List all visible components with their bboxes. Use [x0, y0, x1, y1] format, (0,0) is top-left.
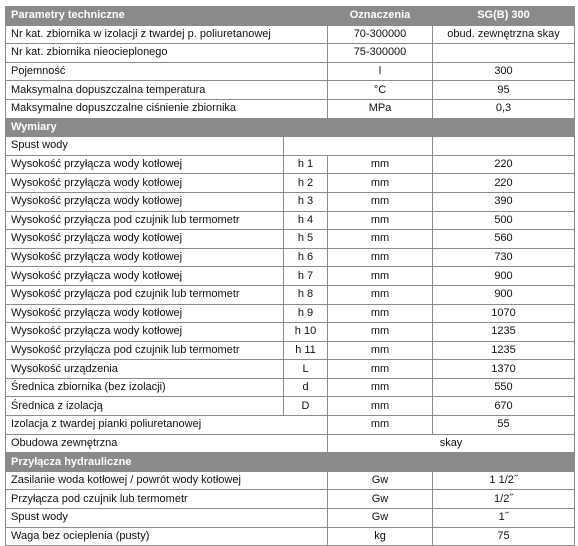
row-label: Spust wody [6, 509, 328, 528]
table-row [6, 285, 575, 304]
table-row [6, 341, 575, 360]
table-row [6, 62, 575, 81]
row-symbol: d [284, 378, 328, 397]
row-label: Średnica z izolacją [6, 397, 284, 416]
row-symbol: h 5 [284, 230, 328, 249]
row-value: 1070 [433, 304, 575, 323]
table-row [6, 248, 575, 267]
table-row [6, 509, 575, 528]
row-value: 1235 [433, 341, 575, 360]
row-unit: mm [328, 174, 433, 193]
row-label: Przyłącza pod czujnik lub termometr [6, 490, 328, 509]
row-label: Wysokość przyłącza wody kotłowej [6, 230, 284, 249]
row-designation: l [328, 62, 433, 81]
row-label: Wysokość przyłącza wody kotłowej [6, 267, 284, 286]
row-value: 1˝ [433, 509, 575, 528]
row-label: Wysokość przyłącza wody kotłowej [6, 248, 284, 267]
table-row [6, 99, 575, 118]
row-unit: Gw [328, 471, 433, 490]
row-label: Wysokość przyłącza pod czujnik lub termometr [6, 341, 284, 360]
row-value: 55 [433, 416, 575, 435]
row-unit: mm [328, 360, 433, 379]
row-unit: mm [328, 304, 433, 323]
table-row [6, 81, 575, 100]
row-symbol: h 11 [284, 341, 328, 360]
table-row [6, 471, 575, 490]
row-label: Obudowa zewnętrzna [6, 434, 328, 453]
section-title: Wymiary [6, 118, 575, 137]
table-row [6, 44, 575, 63]
section-title: Przyłącza hydrauliczne [6, 453, 575, 472]
row-unit: mm [328, 323, 433, 342]
table-row [6, 25, 575, 44]
technical-specs-document [5, 6, 574, 546]
table-row [6, 360, 575, 379]
row-unit: mm [328, 155, 433, 174]
section-header-dimensions [6, 118, 575, 137]
row-label: Średnica zbiornika (bez izolacji) [6, 378, 284, 397]
row-label: Maksymalna dopuszczalna temperatura [6, 81, 328, 100]
table-row [6, 192, 575, 211]
row-value: 730 [433, 248, 575, 267]
row-unit: mm [328, 378, 433, 397]
table-row [6, 304, 575, 323]
row-unit: mm [328, 397, 433, 416]
row-value: 95 [433, 81, 575, 100]
table-row [6, 230, 575, 249]
row-label: Wysokość urządzenia [6, 360, 284, 379]
row-value: 0,3 [433, 99, 575, 118]
table-row [6, 211, 575, 230]
row-symbol: h 8 [284, 285, 328, 304]
row-value: 220 [433, 174, 575, 193]
technical-specs-table [5, 6, 575, 546]
row-unit: mm [328, 341, 433, 360]
table-header-row [6, 7, 575, 26]
row-designation: °C [328, 81, 433, 100]
row-value: 1235 [433, 323, 575, 342]
row-value: 560 [433, 230, 575, 249]
row-symbol: h 3 [284, 192, 328, 211]
row-value: 1 1/2˝ [433, 471, 575, 490]
table-row [6, 174, 575, 193]
row-unit: mm [328, 192, 433, 211]
row-designation: MPa [328, 99, 433, 118]
row-value: 1/2˝ [433, 490, 575, 509]
table-row [6, 378, 575, 397]
row-label: Nr kat. zbiornika nieocieplonego [6, 44, 328, 63]
section-header-hydraulic [6, 453, 575, 472]
row-designation: 75-300000 [328, 44, 433, 63]
row-value: obud. zewnętrzna skay [433, 25, 575, 44]
row-unit: kg [328, 527, 433, 546]
row-label: Wysokość przyłącza wody kotłowej [6, 174, 284, 193]
row-label: Wysokość przyłącza pod czujnik lub termometr [6, 285, 284, 304]
table-row [6, 416, 575, 435]
row-symbol: h 10 [284, 323, 328, 342]
table-row [6, 397, 575, 416]
table-row [6, 267, 575, 286]
row-unit: mm [328, 211, 433, 230]
table-row [6, 323, 575, 342]
row-value: skay [328, 434, 575, 453]
row-label: Maksymalne dopuszczalne ciśnienie zbiornika [6, 99, 328, 118]
table-row [6, 434, 575, 453]
row-value: 300 [433, 62, 575, 81]
row-symbol: h 6 [284, 248, 328, 267]
row-value: 900 [433, 285, 575, 304]
row-unit: mm [328, 285, 433, 304]
row-symbol: L [284, 360, 328, 379]
row-unit: Gw [328, 509, 433, 528]
row-label: Wysokość przyłącza wody kotłowej [6, 155, 284, 174]
row-symbol: h 7 [284, 267, 328, 286]
table-row [6, 155, 575, 174]
row-label: Spust wody [6, 137, 284, 156]
row-value [433, 137, 575, 156]
row-unit: Gw [328, 490, 433, 509]
row-value: 390 [433, 192, 575, 211]
row-label: Zasilanie woda kotłowej / powrót wody kotłowej [6, 471, 328, 490]
table-row [6, 490, 575, 509]
row-value: 500 [433, 211, 575, 230]
header-designation: Oznaczenia [328, 7, 433, 26]
row-value: 75 [433, 527, 575, 546]
row-value: 670 [433, 397, 575, 416]
row-label: Waga bez ocieplenia (pusty) [6, 527, 328, 546]
row-value: 550 [433, 378, 575, 397]
row-label: Izolacja z twardej pianki poliuretanowej [6, 416, 328, 435]
row-symbol: D [284, 397, 328, 416]
row-value: 1370 [433, 360, 575, 379]
row-symbol: h 2 [284, 174, 328, 193]
row-value: 220 [433, 155, 575, 174]
row-label: Wysokość przyłącza pod czujnik lub termometr [6, 211, 284, 230]
row-unit: mm [328, 248, 433, 267]
table-row [6, 527, 575, 546]
row-unit: mm [328, 267, 433, 286]
row-label: Pojemność [6, 62, 328, 81]
row-label: Nr kat. zbiornika w izolacji z twardej p. poliuretanowej [6, 25, 328, 44]
row-unit: mm [328, 416, 433, 435]
row-symbol: h 4 [284, 211, 328, 230]
row-designation: 70-300000 [328, 25, 433, 44]
row-unit: mm [328, 230, 433, 249]
row-label: Wysokość przyłącza wody kotłowej [6, 304, 284, 323]
table-row [6, 137, 575, 156]
header-model: SG(B) 300 [433, 7, 575, 26]
row-label: Wysokość przyłącza wody kotłowej [6, 192, 284, 211]
row-symbol: h 1 [284, 155, 328, 174]
row-symbol: h 9 [284, 304, 328, 323]
row-label: Wysokość przyłącza wody kotłowej [6, 323, 284, 342]
row-symbol [284, 137, 433, 156]
header-parameters: Parametry techniczne [6, 7, 328, 26]
row-value: 900 [433, 267, 575, 286]
row-value [433, 44, 575, 63]
